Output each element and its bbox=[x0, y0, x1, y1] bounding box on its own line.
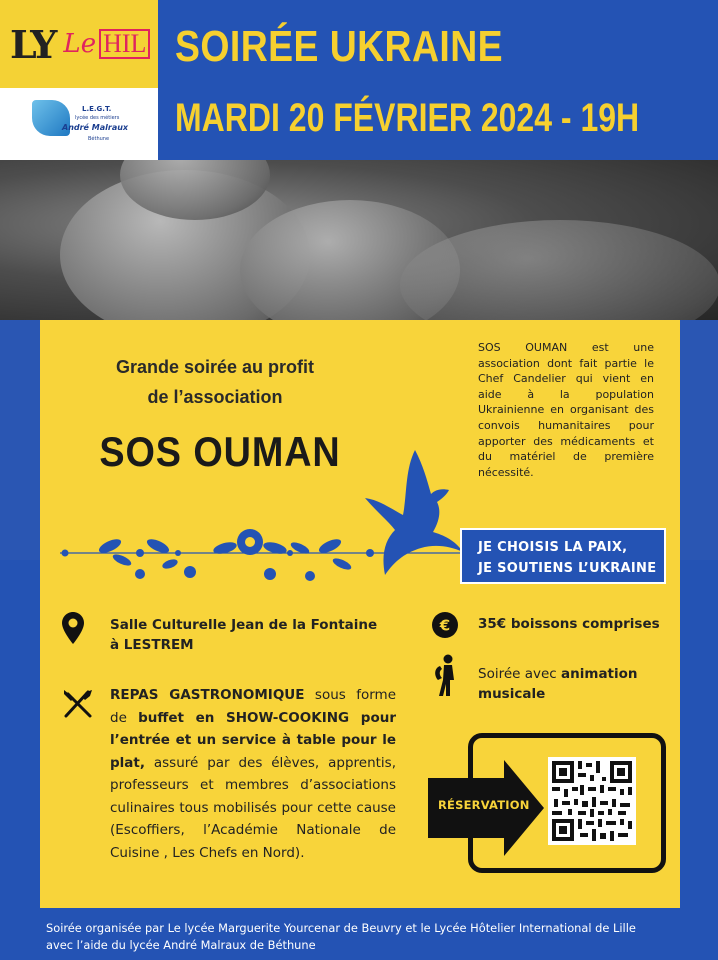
header bbox=[0, 0, 718, 160]
event-date: MARDI 20 FÉVRIER 2024 - 19H bbox=[175, 96, 640, 140]
reservation-label[interactable]: RÉSERVATION bbox=[438, 798, 530, 812]
lycee-legt: L.E.G.T. bbox=[82, 105, 112, 113]
music-info bbox=[478, 664, 668, 704]
music-highlight: animation musicale bbox=[478, 666, 638, 702]
lycee-malraux-logo bbox=[0, 88, 158, 160]
meal-text-2: assuré par des élèves, apprentis, professeurs et membres d’associations culinaires tous mobilisés pour cette cause (Escoffiers, l’Académie Nationale de Cuisine , Les Chefs en Nord). bbox=[110, 754, 396, 861]
venue-line-1: Salle Culturelle Jean de la Fontaine bbox=[110, 617, 378, 633]
saxophone-player-icon bbox=[432, 654, 460, 698]
lycee-city: Béthune bbox=[88, 136, 110, 142]
logo-ly-mark: LY bbox=[10, 21, 54, 67]
le-lhil-logo bbox=[0, 0, 158, 88]
event-title: SOIRÉE UKRAINE bbox=[175, 22, 504, 71]
peace-banner bbox=[460, 528, 666, 584]
footer-line-2: avec l’aide du lycée André Malraux de Béthune bbox=[46, 938, 316, 952]
meal-highlight: buffet en SHOW-COOKING pour l’entrée et un service à table pour le plat, bbox=[110, 709, 396, 771]
map-pin-icon bbox=[62, 612, 84, 644]
association-name: SOS OUMAN bbox=[99, 428, 341, 475]
meal-description bbox=[110, 684, 396, 864]
peace-line-1: JE CHOISIS LA PAIX, bbox=[478, 540, 628, 555]
logo-le-text: Le bbox=[63, 29, 97, 59]
lycee-name: André Malraux bbox=[62, 123, 129, 132]
intro-text bbox=[80, 352, 350, 412]
fork-knife-icon bbox=[62, 688, 94, 720]
footer-line-1: Soirée organisée par Le lycée Marguerite Yourcenar de Beuvry et le Lycée Hôtelier International de Lille bbox=[46, 921, 636, 935]
footer bbox=[46, 920, 706, 954]
meal-text-1: sous forme de bbox=[110, 687, 396, 726]
lycee-metiers: lycée des métiers bbox=[75, 115, 120, 121]
price: 35€ boissons comprises bbox=[478, 616, 660, 632]
svg-text:€: € bbox=[439, 616, 451, 635]
logo-hil-text: HIL bbox=[99, 29, 150, 59]
peace-line-2: JE SOUTIENS L’UKRAINE bbox=[478, 561, 657, 576]
ukrainian-flower-border bbox=[60, 528, 460, 588]
association-description: SOS OUMAN est une association dont fait partie le Chef Candelier qui vient en aide à la population Ukrainienne en organisant des convois humanitaires pour apporter des médicaments et du matériel de première nécessité. bbox=[478, 341, 654, 479]
intro-line-1: Grande soirée au profit bbox=[115, 357, 315, 377]
reservation-qr-code[interactable] bbox=[548, 757, 636, 845]
music-text: Soirée avec bbox=[478, 666, 562, 682]
holding-hands-photo bbox=[0, 160, 718, 320]
intro-line-2: de l’association bbox=[147, 387, 283, 407]
venue-line-2: à LESTREM bbox=[110, 637, 194, 653]
euro-icon bbox=[432, 612, 458, 638]
meal-title: REPAS GASTRONOMIQUE bbox=[110, 687, 305, 703]
venue bbox=[110, 615, 410, 655]
